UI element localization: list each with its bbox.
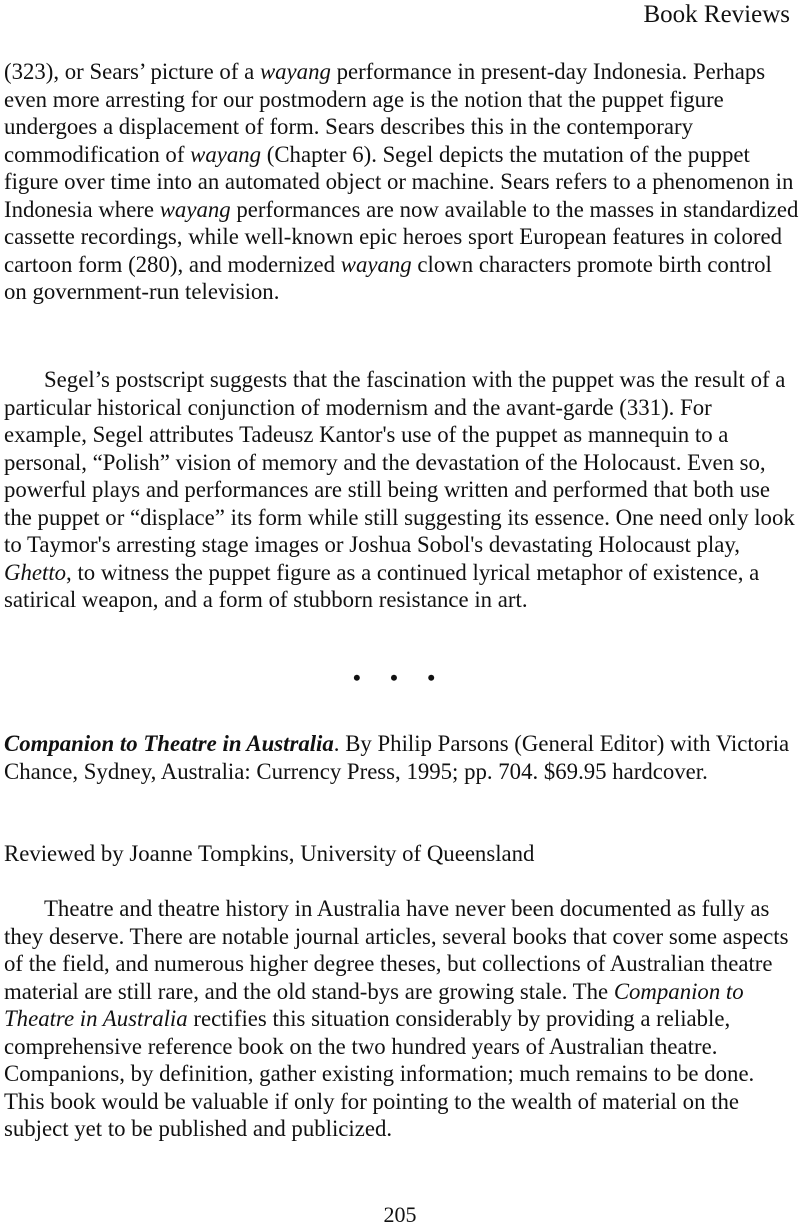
text-run: rectifies this situation considerably by providing a reliable, comprehensive reference book on the two hundred years of Australian theatre. Companions, by definition, gather existing information; much remains to be done. This book would be valuable if only for pointing to the wealth of material on the subject yet to be published and publicized. <box>4 1006 755 1141</box>
text-run: , to witness the puppet figure as a continued lyrical metaphor of existence, a satirical weapon, and a form of stubborn resistance in art. <box>4 559 760 612</box>
italic-title: Companion to Theatre in Australia <box>4 978 744 1031</box>
text-run: performances are now available to the masses in standardized cassette recordings, while well-known epic heroes sport European features in colored cartoon form (280), and modernized <box>4 196 799 277</box>
page-number: 205 <box>383 1202 417 1227</box>
reviewer-text: Reviewed by Joanne Tompkins, University of Queensland <box>4 841 535 866</box>
text-run: Segel’s postscript suggests that the fascination with the puppet was the result of a particular historical conjunction of modernism and the avant-garde (331). For example, Segel attributes Tadeusz Kantor's use of the puppet as mannequin to a personal, “Polish” vision of memory and the devastation of the Holocaust. Even so, powerful plays and performances are still being written and performed that both use the puppet or “displace” its form while still suggesting its essence. One need only look to Taymor's arresting stage images or Joshua Sobol's devastating Holocaust play, <box>4 367 795 557</box>
citation-details: . By Philip Parsons (General Editor) with Victoria Chance, Sydney, Australia: Currency Press, 1995; pp. 704. $69.95 hardcover. <box>4 731 790 784</box>
text-run: clown characters promote birth control on government-run television. <box>4 251 772 304</box>
italic-term: wayang <box>340 251 412 277</box>
text-run: performance in present-day Indonesia. Perhaps even more arresting for our postmodern age is the notion that the puppet figure undergoes a displacement of form. Sears describes this in the contemporary commodification of <box>4 59 766 167</box>
body-paragraph-3 <box>4 895 800 1143</box>
body-paragraph-1 <box>4 58 800 306</box>
reviewer-line <box>4 840 800 868</box>
book-title: Companion to Theatre in Australia <box>4 731 334 756</box>
italic-title: Ghetto <box>4 559 67 585</box>
body-paragraph-2 <box>4 366 800 614</box>
section-separator: • • • <box>352 665 448 690</box>
text-run: Theatre and theatre history in Australia have never been documented as fully as they deserve. There are notable journal articles, several books that cover some aspects of the field, and numerous higher degree theses, but collections of Australian theatre material are still rare, and the old stand-bys are growing stale. The <box>4 896 789 1004</box>
book-citation <box>4 730 800 785</box>
running-header: Book Reviews <box>643 1 790 28</box>
italic-term: wayang <box>259 59 331 84</box>
italic-term: wayang <box>190 141 262 167</box>
italic-term: wayang <box>159 196 231 222</box>
text-run: (Chapter 6). Segel depicts the mutation of the puppet figure over time into an automated object or machine. Sears refers to a phenomenon in Indonesia where <box>4 141 794 222</box>
text-run: (323), or Sears’ picture of a <box>4 59 260 84</box>
